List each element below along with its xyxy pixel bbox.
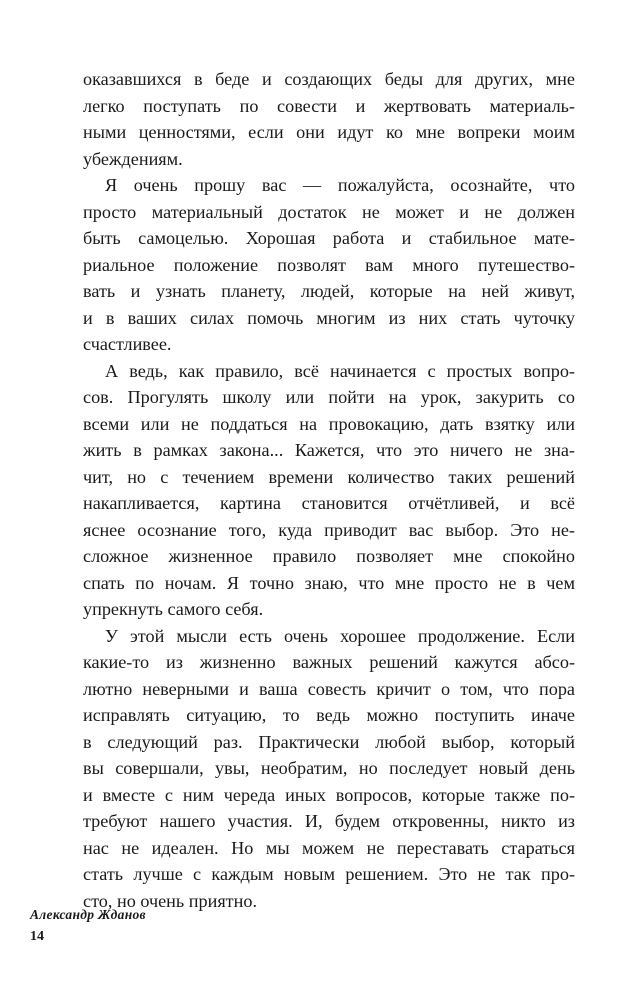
paragraph (83, 172, 575, 358)
text-line: быть самоцелью. Хорошая работа и стабильное мате- (83, 228, 575, 248)
page-number: 14 (30, 929, 44, 944)
text-line: и в ваших силах помочь многим из них стать чуточку (83, 307, 575, 328)
text-line: вать и узнать планету, людей, которые на ней живут, (83, 281, 575, 301)
body-text (83, 66, 575, 914)
running-footer-author: Александр Жданов (30, 907, 146, 922)
text-line: сов. Прогулять школу или пойти на урок, закурить со (83, 387, 575, 407)
paragraph (83, 66, 575, 172)
text-line: жить в рамках закона... Кажется, что это ничего не зна- (83, 440, 575, 460)
text-line: какие-то из жизненно важных решений кажутся абсо- (83, 652, 575, 672)
text-line: легко поступать по совести и жертвовать материаль- (83, 95, 575, 116)
text-line: яснее осознание того, куда приводит вас выбор. Это не- (83, 519, 575, 540)
text-line: сто, но очень приятно. (83, 890, 258, 911)
page-footer (30, 905, 146, 947)
text-line: нас не идеален. Но мы можем не переставать стараться (83, 837, 575, 858)
text-line: убеждениям. (83, 148, 183, 169)
text-line: оказавшихся в беде и создающих беды для других, мне (83, 69, 575, 89)
text-line: всеми или не поддаться на провокацию, дать взятку или (83, 413, 575, 434)
text-line: А ведь, как правило, всё начинается с простых вопро- (105, 360, 575, 381)
text-line: Я очень прошу вас — пожалуйста, осознайте, что (105, 175, 575, 195)
text-line: сложное жизненное правило позволяет мне спокойно (83, 546, 575, 566)
text-line: исправлять ситуацию, то ведь можно поступить иначе (83, 705, 575, 725)
text-line: в следующий раз. Практически любой выбор, который (83, 731, 575, 752)
text-line: чит, но с течением времени количество таких решений (83, 466, 575, 487)
text-line: упрекнуть самого себя. (83, 599, 264, 619)
text-line: требуют нашего участия. И, будем откровенны, никто из (83, 811, 575, 831)
text-line: ными ценностями, если они идут ко мне вопреки моим (83, 122, 575, 142)
text-line: счастливее. (83, 334, 172, 354)
text-line: риальное положение позволят вам много путешество- (83, 254, 575, 275)
paragraph (83, 358, 575, 623)
text-line: спать по ночам. Я точно знаю, что мне просто не в чем (83, 572, 575, 593)
text-line: лютно неверными и ваша совесть кричит о том, что пора (83, 678, 575, 699)
text-line: стать лучше с каждым новым решением. Это не так про- (83, 864, 575, 884)
paragraph (83, 623, 575, 915)
text-line: и вместе с ним череда иных вопросов, которые также по- (83, 784, 575, 805)
text-line: просто материальный достаток не может и не должен (83, 201, 575, 222)
text-line: У этой мысли есть очень хорошее продолжение. Если (105, 625, 575, 646)
text-line: вы совершали, увы, необратим, но последует новый день (83, 758, 575, 778)
text-line: накапливается, картина становится отчётливей, и всё (83, 493, 575, 513)
